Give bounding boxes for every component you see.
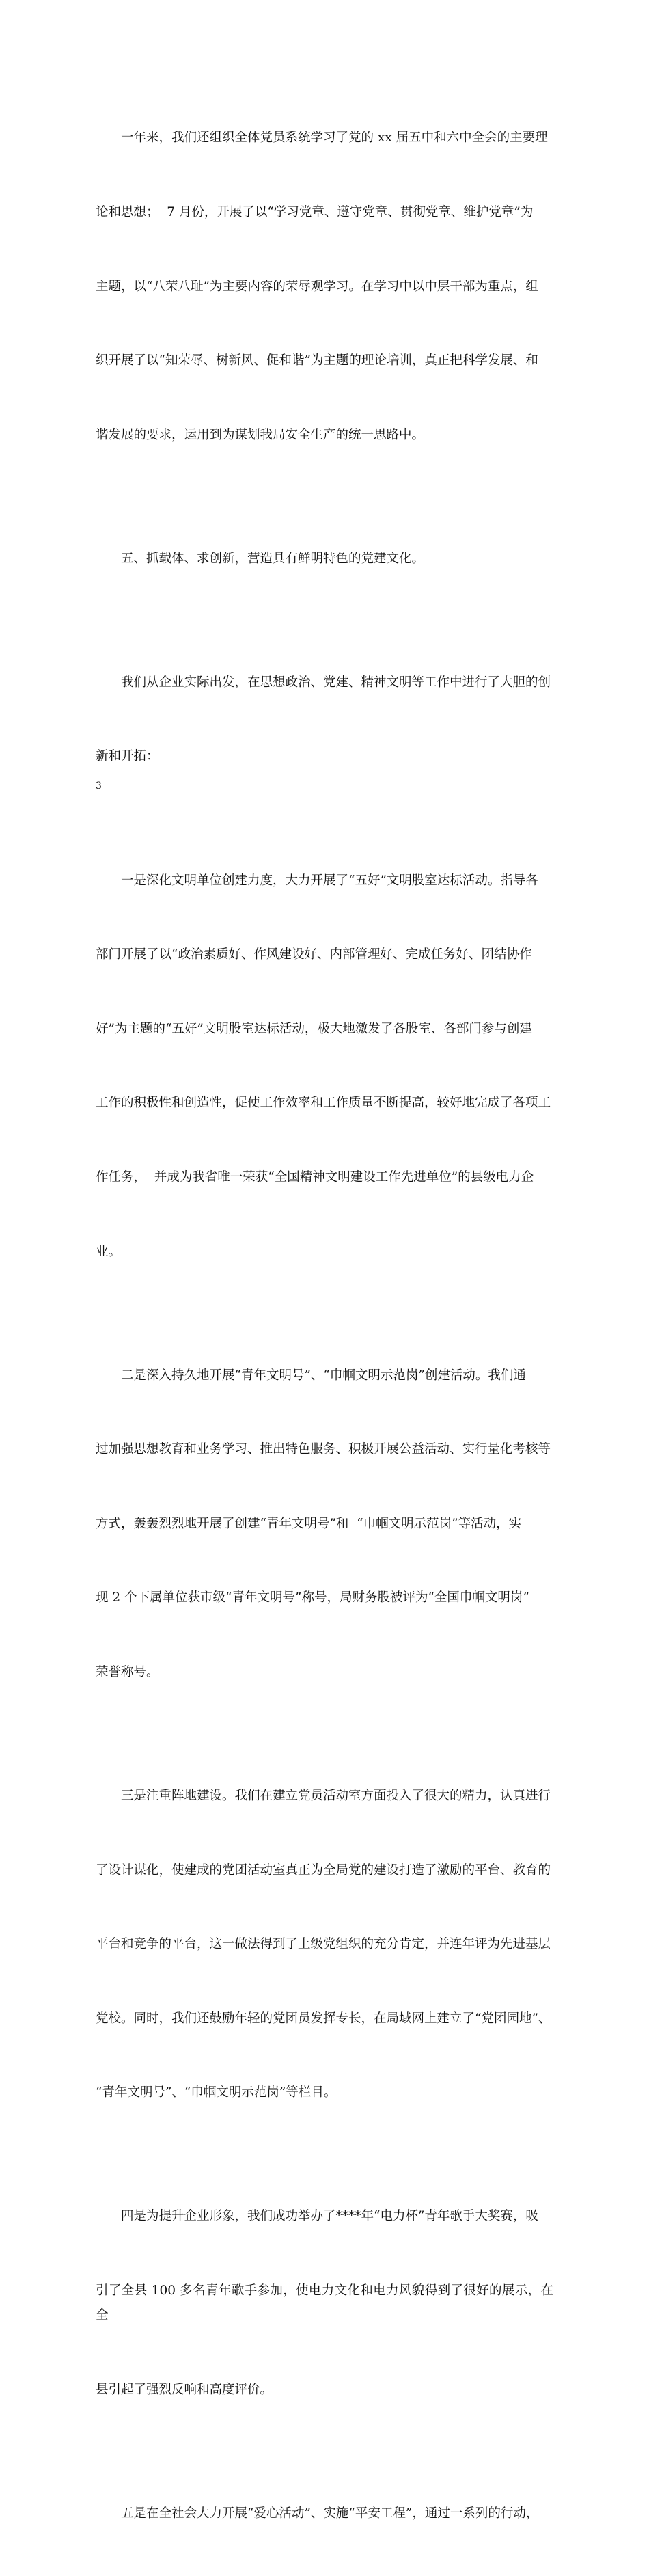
text-line: 五是在全社会大力开展“爱心活动”、实施“平安工程”，通过一系列的行动，	[121, 2506, 539, 2521]
text-line: 过加强思想教育和业务学习、推出特色服务、积极开展公益活动、实行量化考核等	[96, 1442, 551, 1457]
text-line: 现 2 个下属单位获市级“青年文明号”称号，局财务股被评为“全国巾帼文明岗”	[96, 1590, 529, 1605]
text-line: 作任务， 并成为我省唯一荣获“全国精神文明建设工作先进单位”的县级电力企	[96, 1169, 534, 1184]
text-line: 织开展了以“知荣辱、树新风、促和谐”为主题的理论培训，真正把科学发展、和	[96, 353, 538, 368]
paragraph-study-session	[96, 77, 553, 497]
text-line: 论和思想； 7 月份，开展了以“学习党章、遵守党章、贯彻党章、维护党章”为	[96, 205, 534, 220]
text-line: 三是注重阵地建设。我们在建立党员活动室方面投入了很大的精力，认真进行	[121, 1789, 551, 1804]
paragraph-point-one	[96, 819, 553, 1314]
paragraph-intro	[96, 621, 553, 819]
text-line: 部门开展了以“政治素质好、作风建设好、内部管理好、完成任务好、团结协作	[96, 947, 532, 962]
text-line: 我们从企业实际出发，在思想政治、党建、精神文明等工作中进行了大胆的创	[121, 675, 551, 690]
text-line: 平台和竞争的平台，这一做法得到了上级党组织的充分肯定，并连年评为先进基层	[96, 1937, 551, 1952]
text-line: 一年来，我们还组织全体党员系统学习了党的 xx 届五中和六中全会的主要理	[121, 131, 548, 146]
paragraph-point-two	[96, 1314, 553, 1734]
text-line: 好”为主题的“五好”文明股室达标活动，极大地激发了各股室、各部门参与创建	[96, 1021, 532, 1036]
document-body	[96, 77, 553, 2576]
text-line: 了设计谋化，使建成的党团活动室真正为全局党的建设打造了激励的平台、教育的	[96, 1862, 551, 1877]
text-line: 五、抓载体、求创新，营造具有鲜明特色的党建文化。	[121, 551, 425, 566]
text-line: 县引起了强烈反响和高度评价。	[96, 2382, 273, 2397]
text-line: 荣誉称号。	[96, 1665, 159, 1679]
paragraph-point-four	[96, 2155, 553, 2452]
text-line: 一是深化文明单位创建力度，大力开展了“五好”文明股室达标活动。指导各	[121, 873, 538, 888]
text-line: 业。	[96, 1244, 122, 1259]
page-number: 3	[96, 781, 102, 791]
text-line: 四是为提升企业形象，我们成功举办了****年“电力杯”青年歌手大奖赛，吸	[121, 2209, 538, 2224]
paragraph-point-five	[96, 2452, 553, 2576]
text-line: 党校。同时，我们还鼓励年轻的党团员发挥专长，在局域网上建立了“党团园地”、	[96, 2011, 551, 2026]
text-line: 方式，轰轰烈烈地开展了创建“青年文明号”和 “巾帼文明示范岗”等活动，实	[96, 1516, 522, 1531]
paragraph-point-three	[96, 1735, 553, 2155]
text-line: 工作的积极性和创造性，促使工作效率和工作质量不断提高，较好地完成了各项工	[96, 1096, 551, 1111]
text-line: 二是深入持久地开展“青年文明号”、“巾帼文明示范岗”创建活动。我们通	[121, 1368, 526, 1383]
text-line: 引了全县 100 多名青年歌手参加，使电力文化和电力风貌得到了很好的展示，在全	[96, 2283, 553, 2323]
text-line: 主题，以“八荣八耻”为主要内容的荣辱观学习。在学习中以中层干部为重点，组	[96, 279, 538, 294]
text-line: 谐发展的要求，运用到为谋划我局安全生产的统一思路中。	[96, 427, 425, 442]
text-line: “青年文明号”、“巾帼文明示范岗”等栏目。	[96, 2085, 337, 2100]
section-heading	[96, 497, 553, 621]
text-line: 新和开拓：	[96, 749, 159, 764]
